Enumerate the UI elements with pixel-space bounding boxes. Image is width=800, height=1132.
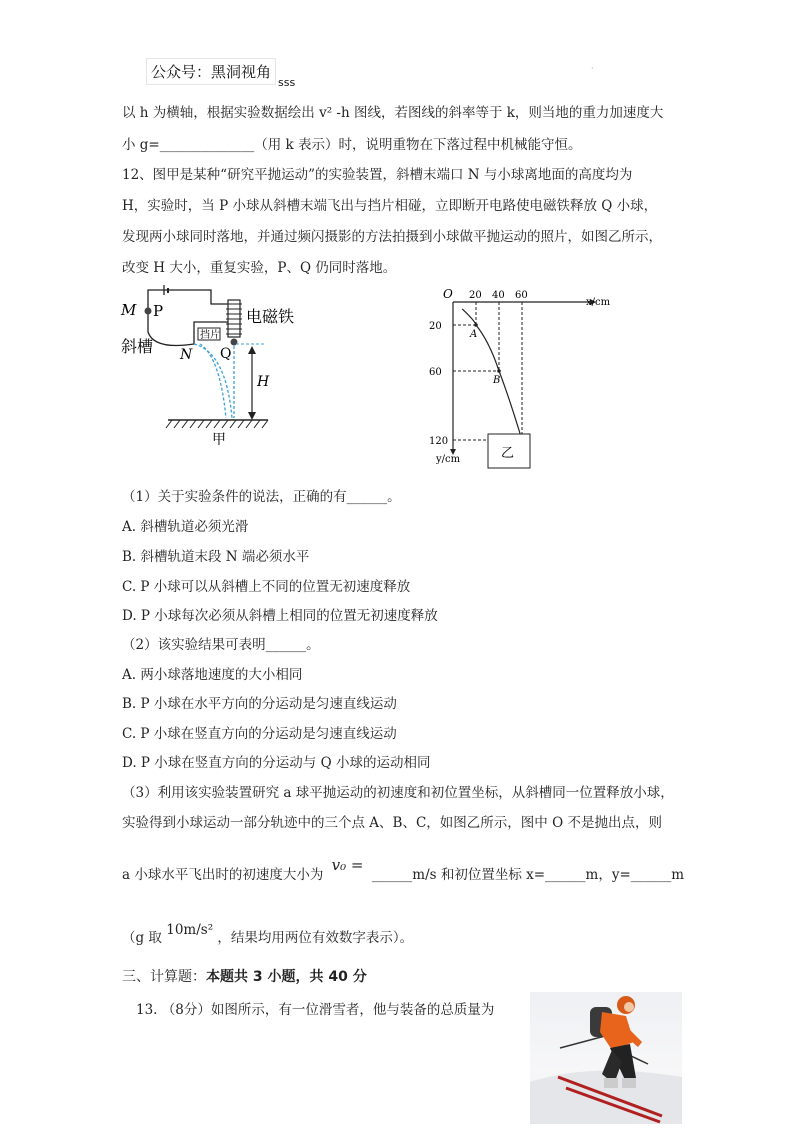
label-q: Q — [220, 346, 232, 362]
y-tick-60: 60 — [429, 367, 442, 378]
section-3-bold: 本题共 3 小题，共 40 分 — [206, 969, 367, 985]
x-axis-label: x/cm — [586, 297, 611, 308]
y-tick-120: 120 — [429, 436, 449, 447]
v0-symbol: v₀ = — [331, 856, 364, 874]
question-12-line-4: 改变 H 大小，重复实验，P、Q 仍同时落地。 — [122, 260, 397, 276]
label-n: N — [180, 347, 193, 363]
label-p: P — [153, 302, 164, 320]
label-magnet: 电磁铁 — [246, 307, 295, 326]
q3-line-1: （3）利用该实验装置研究 a 球平抛运动的初速度和初位置坐标，从斜槽同一位置释放小球， — [122, 785, 674, 801]
q3-line-4-text: （g 取 — [122, 930, 162, 946]
y-tick-20: 20 — [429, 321, 442, 332]
figure-jia — [118, 282, 318, 452]
q1-option-b: B. 斜槽轨道末段 N 端必须水平 — [122, 549, 310, 565]
q1-stem: （1）关于实验条件的说法，正确的有______。 — [122, 489, 401, 505]
point-label-B: B — [493, 375, 501, 386]
q2-stem: （2）该实验结果可表明______。 — [122, 637, 320, 653]
figure-yi — [418, 284, 618, 474]
q3-line-3-text: a 小球水平飞出时的初速度大小为 — [122, 867, 324, 883]
text-line-2: 小 g=______________（用 k 表示）时，说明重物在下落过程中机械能守恒。 — [122, 137, 582, 153]
y-axis-label: y/cm — [436, 454, 461, 465]
question-12-line-1: 12、图甲是某种“研究平抛运动”的实验装置，斜槽末端口 N 与小球离地面的高度均为 — [122, 167, 633, 183]
question-12-line-2: H，实验时，当 P 小球从斜槽末端飞出与挡片相碰，立即断开电路使电磁铁释放 Q 小球， — [122, 198, 658, 214]
point-A — [474, 323, 478, 327]
q3-line-2: 实验得到小球运动一部分轨迹中的三个点 A、B、C，如图乙所示，图中 O 不是抛出点，则 — [122, 815, 662, 831]
q2-option-b: B. P 小球在水平方向的分运动是匀速直线运动 — [122, 696, 397, 712]
q1-option-d: D. P 小球每次必须从斜槽上相同的位置无初速度释放 — [122, 608, 438, 624]
x-tick-60: 60 — [515, 290, 528, 301]
q3-line-3-blanks: ______m/s 和初位置坐标 x=______m，y=______m — [371, 867, 685, 883]
q1-option-c: C. P 小球可以从斜槽上不同的位置无初速度释放 — [122, 579, 411, 595]
figure-jia-caption: 甲 — [212, 432, 226, 448]
page-mark: · — [591, 64, 594, 73]
q2-option-d: D. P 小球在竖直方向的分运动与 Q 小球的运动相同 — [122, 755, 431, 771]
label-baffle: 挡片 — [200, 330, 220, 341]
label-h: H — [257, 374, 270, 390]
point-B — [497, 369, 501, 373]
label-chute: 斜槽 — [121, 337, 154, 356]
question-12-line-3: 发现两小球同时落地，并通过频闪摄影的方法拍摄到小球做平抛运动的照片，如图乙所示， — [122, 229, 662, 245]
q3-line-4 — [122, 922, 414, 946]
q3-line-3 — [122, 856, 685, 883]
origin-label: O — [443, 287, 453, 301]
section-3-title: 三、计算题： — [122, 969, 206, 985]
q1-option-a: A. 斜槽轨道必须光滑 — [122, 519, 249, 535]
q2-option-a: A. 两小球落地速度的大小相同 — [122, 667, 303, 683]
label-m: M — [121, 301, 137, 319]
q2-option-c: C. P 小球在竖直方向的分运动是匀速直线运动 — [122, 726, 397, 742]
x-tick-20: 20 — [469, 290, 482, 301]
x-tick-40: 40 — [492, 290, 505, 301]
question-13-text: 13. （8分）如图所示，有一位滑雪者，他与装备的总质量为 — [136, 1002, 495, 1018]
q3-line-4-tail: ，结果均用两位有效数字表示）。 — [217, 930, 414, 946]
skier-photo — [530, 992, 682, 1124]
g-value: 10m/s² — [166, 922, 214, 938]
section-3-heading — [122, 966, 367, 986]
ball-p — [145, 308, 152, 315]
point-label-A: A — [470, 329, 478, 340]
figure-yi-caption: 乙 — [501, 446, 515, 461]
watermark-suffix: sss — [278, 76, 296, 89]
watermark: 公众号：黑洞视角 — [146, 58, 276, 85]
text-line-1: 以 h 为横轴，根据实验数据绘出 v² -h 图线，若图线的斜率等于 k，则当地的重力加速度大 — [122, 105, 664, 121]
